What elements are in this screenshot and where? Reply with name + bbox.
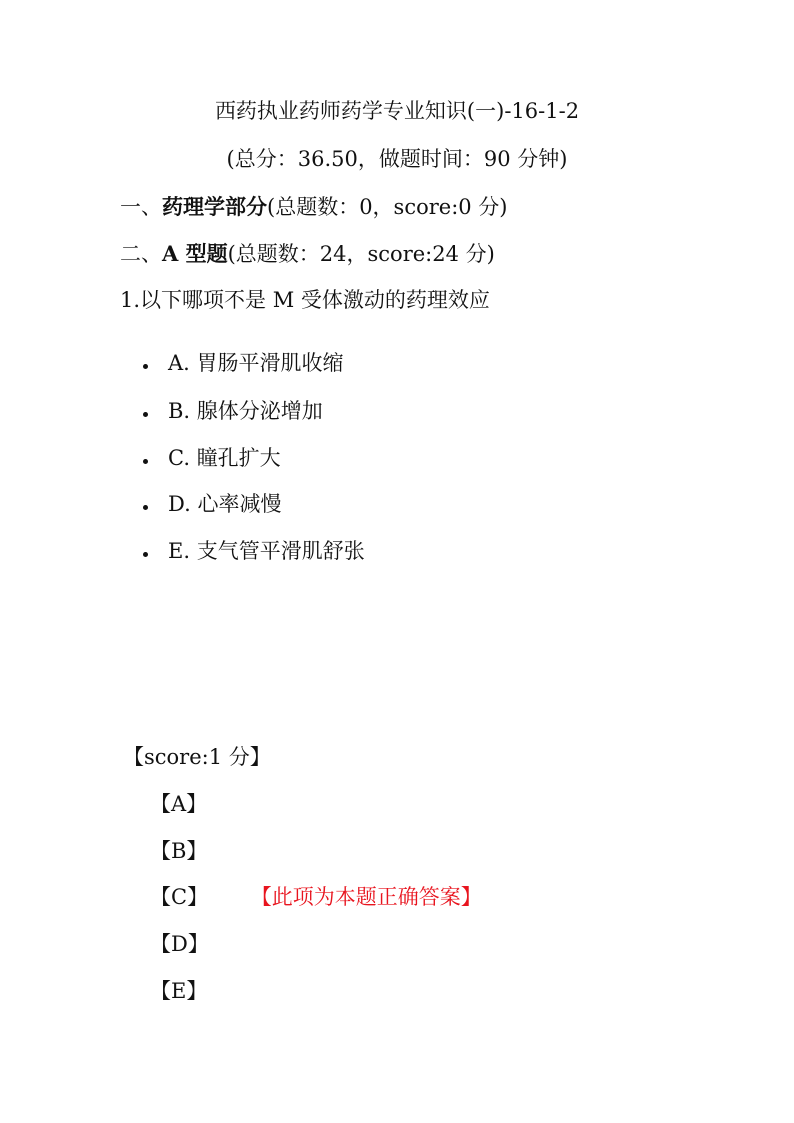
section-1-name: 药理学部分 [162,194,267,219]
option-c-letter: C. [168,446,190,470]
answer-choice-b: 【B】 [150,839,208,863]
bullet-icon [143,552,148,557]
option-a-letter: A. [168,351,190,375]
answer-score: 【score:1 分】 [123,745,271,769]
option-e [143,541,365,562]
bullet-icon [143,412,148,417]
answer-choice-c-label: 【C】 [150,885,209,909]
option-d-text: 心率减慢 [197,492,282,516]
option-e-text: 支气管平滑肌舒张 [196,539,365,563]
section-2-heading [120,243,495,265]
correct-answer-note: 【此项为本题正确答案】 [250,885,482,909]
section-1-meta: (总题数：0，score:0 分) [267,195,508,219]
bullet-icon [143,459,148,464]
answer-choice-c [150,887,482,908]
section-2-name: A 型题 [162,241,228,266]
answer-choice-d: 【D】 [150,932,209,956]
option-a-text: 胃肠平滑肌收缩 [196,351,344,375]
section-1-heading [120,196,508,218]
option-c [143,448,281,469]
section-2-prefix: 二、 [120,242,162,266]
option-d-letter: D. [168,492,191,516]
answer-choice-e: 【E】 [150,979,208,1003]
option-b [143,401,323,422]
option-b-letter: B. [168,399,191,423]
option-a [143,353,344,374]
question-text: 1.以下哪项不是 M 受体激动的药理效应 [120,288,490,312]
option-c-text: 瞳孔扩大 [196,446,281,470]
option-e-letter: E. [168,539,191,563]
bullet-icon [143,364,148,369]
answer-choice-a: 【A】 [150,792,208,816]
page-title: 西药执业药师药学专业知识(一)-16-1-2 [214,99,580,123]
bullet-icon [143,505,148,510]
option-d [143,494,281,515]
page-subtitle: (总分：36.50，做题时间：90 分钟) [226,147,568,171]
section-1-prefix: 一、 [120,195,162,219]
section-2-meta: (总题数：24，score:24 分) [227,242,495,266]
option-b-text: 腺体分泌增加 [196,399,323,423]
